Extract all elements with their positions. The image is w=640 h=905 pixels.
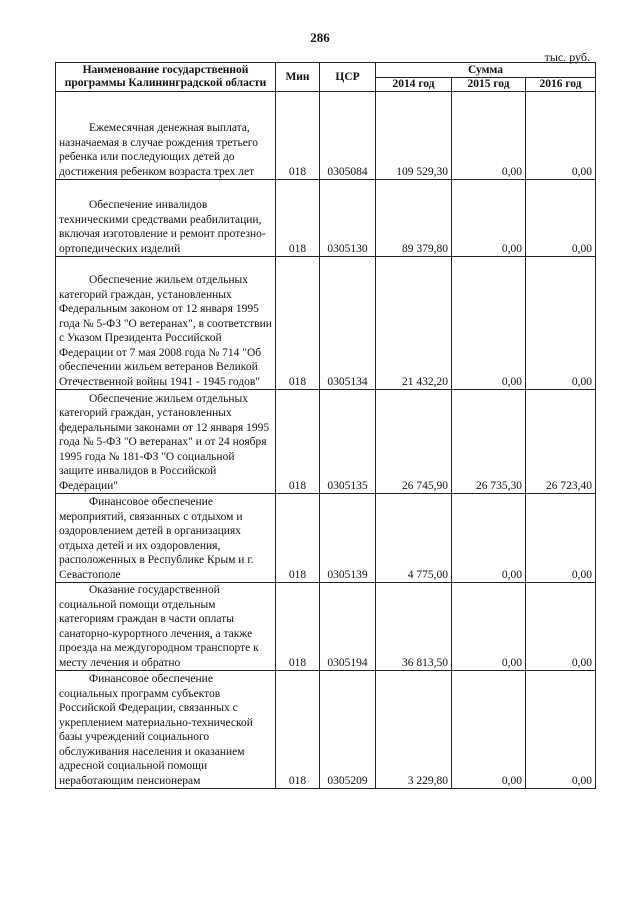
row-2015: 0,00: [452, 180, 526, 257]
row-min: 018: [276, 390, 320, 494]
table-row: [56, 92, 596, 180]
table-row: [56, 583, 596, 671]
row-2015: 0,00: [452, 583, 526, 671]
header-sum: Сумма: [376, 63, 596, 78]
row-name: Оказание государственной социальной помощи отдельным категориям граждан в части оплаты санаторно-курортного лечения, а также проезда на междугородном транспорте к месту лечения и обратно: [56, 583, 276, 671]
row-min: 018: [276, 494, 320, 583]
row-2014: 36 813,50: [376, 583, 452, 671]
table-row: [56, 257, 596, 390]
row-min: 018: [276, 257, 320, 390]
row-name: Финансовое обеспечение социальных программ субъектов Российской Федерации, связанных с укреплением материально-технической базы учреждений социального обслуживания населения и оказанием адресной социальной помощи неработающим пенсионерам: [56, 671, 276, 789]
row-name: Обеспечение жильем отдельных категорий граждан, установленных Федеральным законом от 12 января 1995 года № 5-ФЗ "О ветеранах", в соответствии с Указом Президента Российской Федерации от 7 мая 2008 года № 714 "Об обеспечении жильем ветеранов Великой Отечественной войны 1941 - 1945 годов": [56, 257, 276, 390]
row-2016: 0,00: [526, 92, 596, 180]
row-2014: 4 775,00: [376, 494, 452, 583]
row-min: 018: [276, 583, 320, 671]
row-name: Ежемесячная денежная выплата, назначаемая в случае рождения третьего ребенка или последующих детей до достижения ребенком возраста трех лет: [56, 92, 276, 180]
header-csr: ЦСР: [320, 63, 376, 92]
budget-table: [55, 62, 596, 789]
row-min: 018: [276, 180, 320, 257]
row-2014: 26 745,90: [376, 390, 452, 494]
row-csr: 0305134: [320, 257, 376, 390]
header-name: Наименование государственной программы Калининградской области: [56, 63, 276, 92]
row-csr: 0305130: [320, 180, 376, 257]
row-2015: 0,00: [452, 494, 526, 583]
row-2015: 0,00: [452, 257, 526, 390]
row-2014: 21 432,20: [376, 257, 452, 390]
row-name: Финансовое обеспечение мероприятий, связанных с отдыхом и оздоровлением детей в организациях отдыха детей и их оздоровления, расположенных в Республике Крым и г. Севастополе: [56, 494, 276, 583]
row-csr: 0305135: [320, 390, 376, 494]
row-2016: 0,00: [526, 494, 596, 583]
table-row: [56, 494, 596, 583]
row-2014: 3 229,80: [376, 671, 452, 789]
row-2014: 109 529,30: [376, 92, 452, 180]
table-row: [56, 671, 596, 789]
row-2016: 26 723,40: [526, 390, 596, 494]
row-2016: 0,00: [526, 583, 596, 671]
row-2015: 0,00: [452, 671, 526, 789]
row-min: 018: [276, 92, 320, 180]
row-2015: 0,00: [452, 92, 526, 180]
row-csr: 0305084: [320, 92, 376, 180]
page-number: 286: [310, 30, 330, 45]
units-label: тыс. руб.: [544, 50, 590, 64]
row-2014: 89 379,80: [376, 180, 452, 257]
header-year-2016: 2016 год: [526, 78, 596, 92]
row-csr: 0305209: [320, 671, 376, 789]
row-min: 018: [276, 671, 320, 789]
row-name: Обеспечение жильем отдельных категорий граждан, установленных федеральными законами от 12 января 1995 года № 5-ФЗ "О ветеранах" и от 24 ноября 1995 года № 181-ФЗ "О социальной защите инвалидов в Российской Федерации": [56, 390, 276, 494]
header-year-2015: 2015 год: [452, 78, 526, 92]
row-name: Обеспечение инвалидов техническими средствами реабилитации, включая изготовление и ремонт протезно-ортопедических изделий: [56, 180, 276, 257]
row-2016: 0,00: [526, 671, 596, 789]
table-row: [56, 180, 596, 257]
row-2015: 26 735,30: [452, 390, 526, 494]
header-min: Мин: [276, 63, 320, 92]
table-row: [56, 390, 596, 494]
header-year-2014: 2014 год: [376, 78, 452, 92]
row-csr: 0305194: [320, 583, 376, 671]
row-csr: 0305139: [320, 494, 376, 583]
row-2016: 0,00: [526, 180, 596, 257]
row-2016: 0,00: [526, 257, 596, 390]
